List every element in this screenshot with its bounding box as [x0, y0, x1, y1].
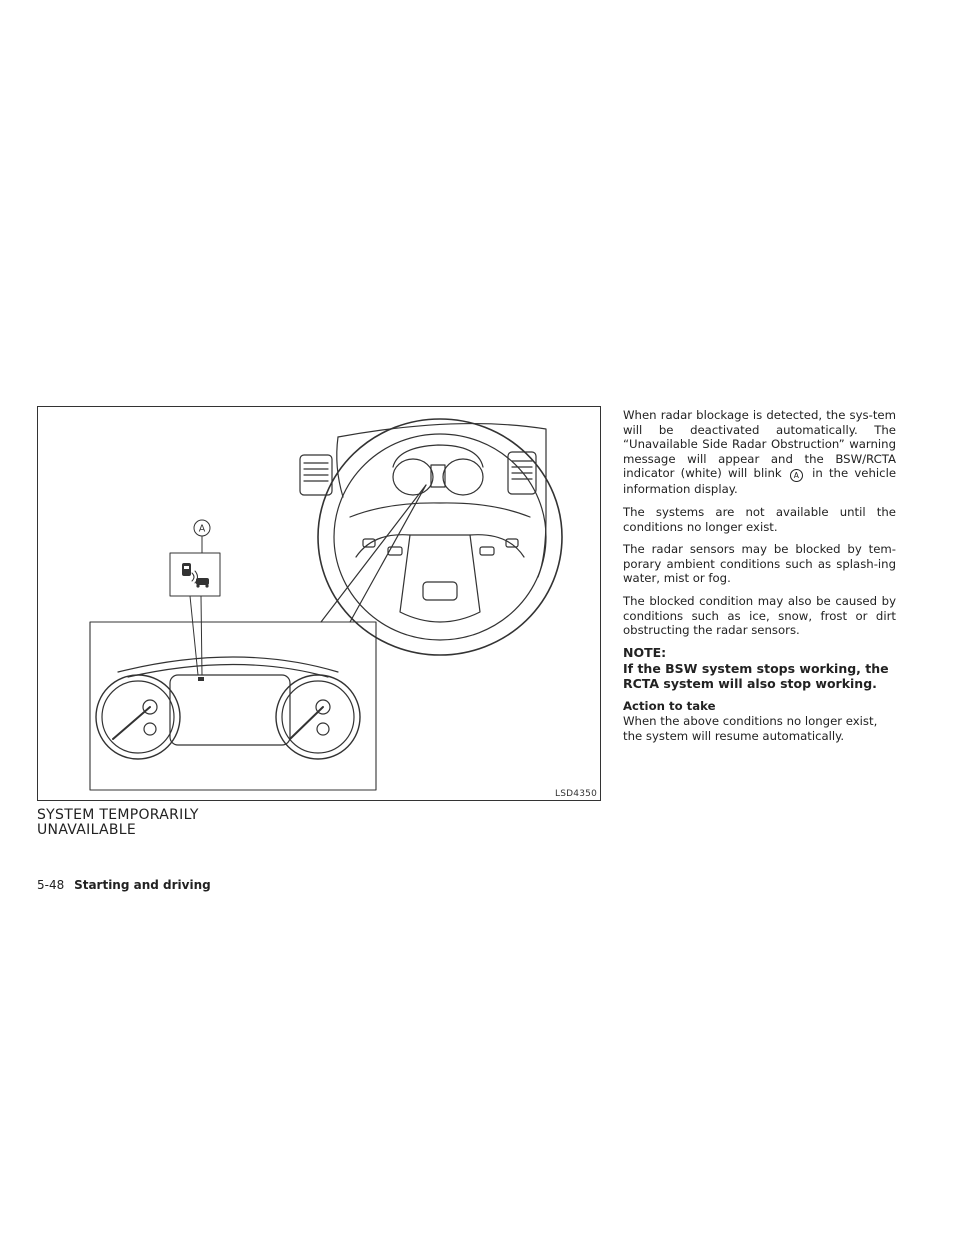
- chapter-title: Starting and driving: [74, 878, 211, 892]
- instrument-cluster-drawing: [96, 657, 360, 759]
- callout-a-marker: A: [790, 469, 803, 482]
- paragraph-radar-blockage: [623, 408, 896, 497]
- bsw-rcta-indicator-icon: [182, 563, 209, 588]
- illustration-figure: [37, 406, 601, 801]
- section-title-line2: UNAVAILABLE: [37, 822, 137, 838]
- paragraph-blocked-condition: The blocked condition may also be caused by conditions such as ice, snow, frost or dirt obstructing the radar sensors.: [623, 593, 896, 638]
- page-number: 5-48: [37, 878, 65, 892]
- paragraph-not-available: The systems are not available until the conditions no longer exist.: [623, 504, 896, 534]
- action-heading: Action to take: [623, 699, 716, 714]
- body-column: [623, 408, 896, 751]
- dashboard-drawing: [300, 424, 546, 577]
- indicator-inset-box: [170, 553, 220, 596]
- paragraph-ambient-conditions: The radar sensors may be blocked by tem-porary ambient conditions such as splash-ing water, mist or fog.: [623, 542, 896, 586]
- p1-text-before: When radar blockage is detected, the sys-tem will be deactivated automatically. The “Unavailable Side Radar Obstruction” warning message will appear and the BSW/RCTA indicator (white) will blink: [623, 408, 896, 481]
- note-text: If the BSW system stops working, the RCTA system will also stop working.: [623, 661, 889, 692]
- cockpit-illustration: [38, 407, 600, 800]
- p1-text-after: in the vehicle information display.: [623, 466, 897, 497]
- cluster-detail-box: [90, 622, 376, 790]
- note-label: NOTE:: [623, 644, 667, 660]
- figure-code: LSD4350: [555, 789, 597, 799]
- section-title: [37, 808, 337, 838]
- callout-line-left: [321, 485, 426, 622]
- steering-wheel-drawing: [318, 419, 562, 655]
- section-title-line1: SYSTEM TEMPORARILY: [37, 807, 199, 823]
- page-footer: [37, 878, 211, 892]
- callout-a-label: A: [198, 523, 206, 535]
- callout-line-right: [350, 485, 426, 622]
- action-text: When the above conditions no longer exist, the system will resume automatically.: [623, 713, 878, 743]
